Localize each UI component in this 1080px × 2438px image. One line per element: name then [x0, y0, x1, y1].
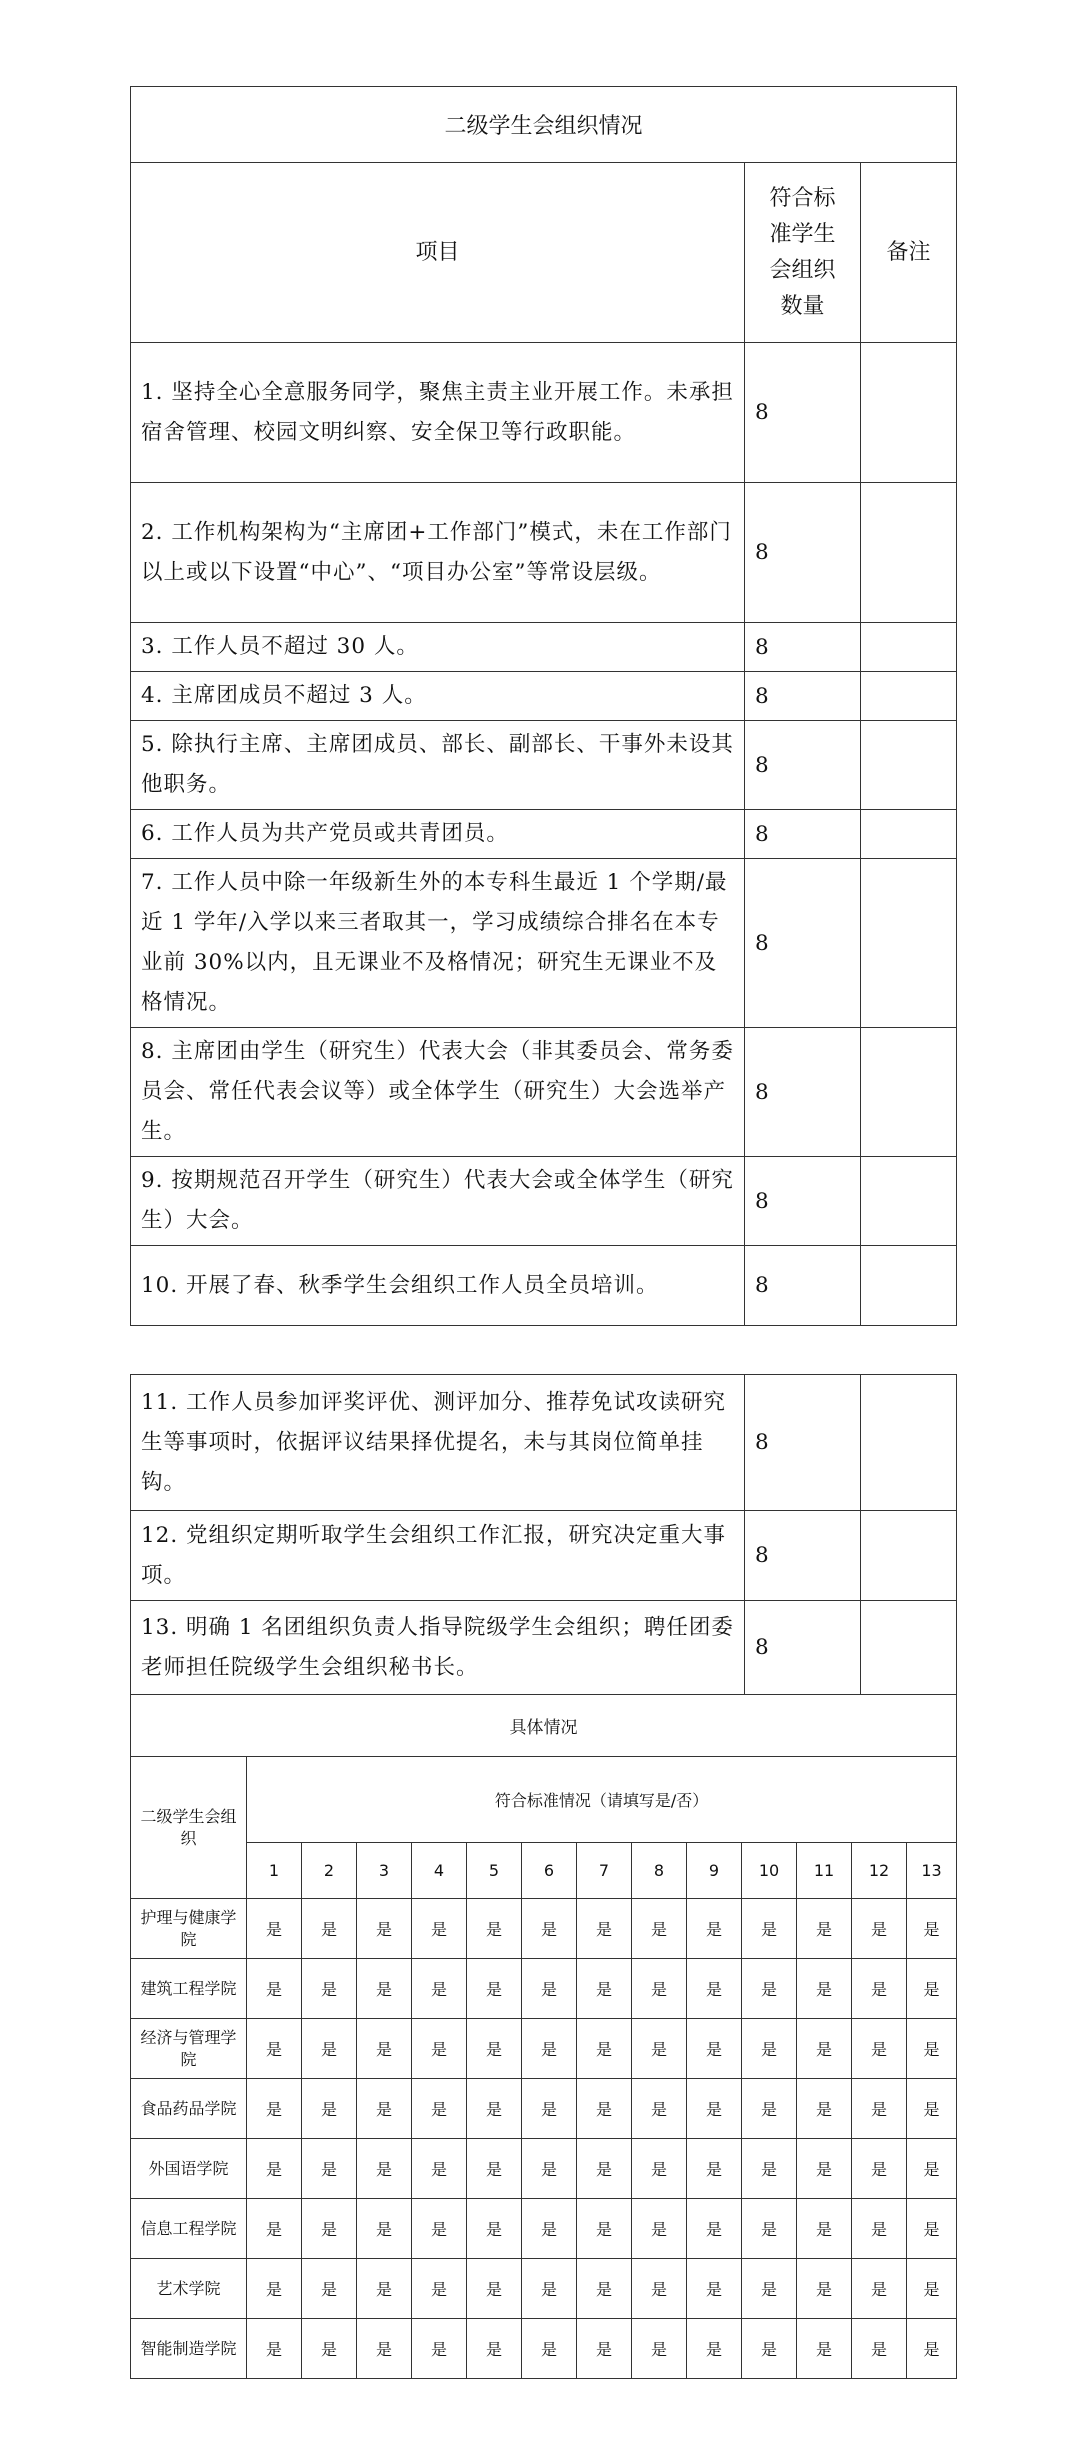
item-text: 5. 除执行主席、主席团成员、部长、副部长、干事外未设其他职务。	[131, 721, 745, 810]
header-count-line: 准学生	[769, 221, 836, 247]
note-cell	[861, 1601, 957, 1695]
compliance-cell: 是	[412, 2199, 467, 2259]
compliance-cell: 是	[742, 2199, 797, 2259]
compliance-cell: 是	[577, 1899, 632, 1959]
t1-header-row	[131, 163, 957, 343]
org-name: 经济与管理学院	[131, 2019, 247, 2079]
item-text: 3. 工作人员不超过 30 人。	[131, 623, 745, 672]
compliance-cell: 是	[852, 2259, 907, 2319]
table-row	[131, 1375, 957, 1511]
compliance-cell: 是	[852, 2079, 907, 2139]
compliance-cell: 是	[687, 2139, 742, 2199]
note-cell	[861, 1246, 957, 1326]
compliance-cell: 是	[797, 2139, 852, 2199]
compliance-cell: 是	[302, 2199, 357, 2259]
table-row	[131, 343, 957, 483]
compliance-cell: 是	[302, 1899, 357, 1959]
item-text: 2. 工作机构架构为“主席团+工作部门”模式，未在工作部门以上或以下设置“中心”、“项目办公室”等常设层级。	[131, 483, 745, 623]
compliance-cell: 是	[467, 2019, 522, 2079]
compliance-cell: 是	[797, 1899, 852, 1959]
count-value: 8	[745, 859, 861, 1028]
compliance-cell: 是	[247, 2079, 302, 2139]
compliance-cell: 是	[907, 2019, 957, 2079]
compliance-cell: 是	[522, 2139, 577, 2199]
compliance-cell: 是	[907, 2259, 957, 2319]
org-row	[131, 2259, 957, 2319]
compliance-cell: 是	[907, 2079, 957, 2139]
header-count	[745, 163, 861, 343]
item-text: 10. 开展了春、秋季学生会组织工作人员全员培训。	[131, 1246, 745, 1326]
org-row	[131, 2319, 957, 2379]
criterion-number: 13	[907, 1843, 957, 1899]
compliance-cell: 是	[687, 2199, 742, 2259]
compliance-cell: 是	[632, 1959, 687, 2019]
compliance-cell: 是	[467, 2259, 522, 2319]
table-row	[131, 1246, 957, 1326]
compliance-cell: 是	[467, 1959, 522, 2019]
compliance-cell: 是	[797, 2259, 852, 2319]
compliance-cell: 是	[797, 2079, 852, 2139]
compliance-cell: 是	[632, 2019, 687, 2079]
compliance-cell: 是	[797, 2319, 852, 2379]
compliance-cell: 是	[302, 2019, 357, 2079]
count-value: 8	[745, 483, 861, 623]
t1-title-row	[131, 87, 957, 163]
compliance-cell: 是	[412, 2259, 467, 2319]
compliance-cell: 是	[357, 1899, 412, 1959]
compliance-cell: 是	[247, 2199, 302, 2259]
criterion-number: 1	[247, 1843, 302, 1899]
item-text: 7. 工作人员中除一年级新生外的本专科生最近 1 个学期/最近 1 学年/入学以来三者取其一，学习成绩综合排名在本专业前 30%以内，且无课业不及格情况；研究生无课业不及格情况。	[131, 859, 745, 1028]
table-row	[131, 672, 957, 721]
table-row	[131, 1601, 957, 1695]
compliance-cell: 是	[302, 2319, 357, 2379]
compliance-cell: 是	[522, 2199, 577, 2259]
standards-table-part2	[130, 1374, 957, 1695]
org-name: 外国语学院	[131, 2139, 247, 2199]
item-text: 9. 按期规范召开学生（研究生）代表大会或全体学生（研究生）大会。	[131, 1157, 745, 1246]
compliance-cell: 是	[797, 2199, 852, 2259]
compliance-cell: 是	[357, 2259, 412, 2319]
header-count-line: 数量	[780, 293, 825, 319]
compliance-cell: 是	[577, 2199, 632, 2259]
compliance-cell: 是	[742, 2259, 797, 2319]
criterion-number: 7	[577, 1843, 632, 1899]
header-item: 项目	[131, 163, 745, 343]
compliance-cell: 是	[302, 2259, 357, 2319]
criterion-number: 6	[522, 1843, 577, 1899]
compliance-cell: 是	[687, 2019, 742, 2079]
compliance-cell: 是	[577, 2259, 632, 2319]
compliance-cell: 是	[467, 2079, 522, 2139]
compliance-cell: 是	[577, 2139, 632, 2199]
note-cell	[861, 1511, 957, 1601]
note-cell	[861, 672, 957, 721]
item-text: 12. 党组织定期听取学生会组织工作汇报，研究决定重大事项。	[131, 1511, 745, 1601]
compliance-cell: 是	[797, 2019, 852, 2079]
note-cell	[861, 721, 957, 810]
compliance-cell: 是	[247, 2319, 302, 2379]
compliance-cell: 是	[742, 2139, 797, 2199]
compliance-cell: 是	[357, 2319, 412, 2379]
note-cell	[861, 1028, 957, 1157]
compliance-cell: 是	[907, 1899, 957, 1959]
org-row	[131, 2079, 957, 2139]
compliance-cell: 是	[577, 2019, 632, 2079]
table-row	[131, 483, 957, 623]
count-value: 8	[745, 1157, 861, 1246]
compliance-cell: 是	[632, 2139, 687, 2199]
org-name: 护理与健康学院	[131, 1899, 247, 1959]
compliance-cell: 是	[852, 2199, 907, 2259]
compliance-cell: 是	[687, 2259, 742, 2319]
table-title: 二级学生会组织情况	[131, 87, 957, 163]
count-value: 8	[745, 810, 861, 859]
compliance-cell: 是	[247, 2019, 302, 2079]
criterion-number: 5	[467, 1843, 522, 1899]
compliance-cell: 是	[907, 2199, 957, 2259]
compliance-cell: 是	[852, 1959, 907, 2019]
compliance-cell: 是	[632, 1899, 687, 1959]
compliance-cell: 是	[742, 1899, 797, 1959]
org-header: 二级学生会组织	[131, 1757, 247, 1899]
compliance-cell: 是	[357, 2079, 412, 2139]
compliance-cell: 是	[247, 2259, 302, 2319]
compliance-cell: 是	[577, 2079, 632, 2139]
criterion-number: 10	[742, 1843, 797, 1899]
compliance-cell: 是	[687, 2079, 742, 2139]
note-cell	[861, 810, 957, 859]
compliance-cell: 是	[467, 2199, 522, 2259]
details-table	[130, 1694, 957, 2379]
compliance-cell: 是	[687, 1959, 742, 2019]
compliance-cell: 是	[357, 2019, 412, 2079]
compliance-cell: 是	[522, 2259, 577, 2319]
item-text: 1. 坚持全心全意服务同学，聚焦主责主业开展工作。未承担宿舍管理、校园文明纠察、安全保卫等行政职能。	[131, 343, 745, 483]
compliance-cell: 是	[357, 2199, 412, 2259]
org-row	[131, 2199, 957, 2259]
compliance-cell: 是	[412, 1899, 467, 1959]
compliance-cell: 是	[742, 2319, 797, 2379]
compliance-cell: 是	[467, 2319, 522, 2379]
compliance-cell: 是	[357, 2139, 412, 2199]
compliance-cell: 是	[632, 2079, 687, 2139]
item-text: 11. 工作人员参加评奖评优、测评加分、推荐免试攻读研究生等事项时，依据评议结果择优提名，未与其岗位简单挂钩。	[131, 1375, 745, 1511]
org-row	[131, 2019, 957, 2079]
compliance-cell: 是	[852, 2139, 907, 2199]
count-value: 8	[745, 672, 861, 721]
note-cell	[861, 859, 957, 1028]
compliance-cell: 是	[852, 2019, 907, 2079]
count-value: 8	[745, 343, 861, 483]
criterion-number: 11	[797, 1843, 852, 1899]
criterion-number: 4	[412, 1843, 467, 1899]
criterion-number: 8	[632, 1843, 687, 1899]
compliance-cell: 是	[907, 2319, 957, 2379]
criterion-number: 12	[852, 1843, 907, 1899]
compliance-cell: 是	[907, 2139, 957, 2199]
compliance-cell: 是	[412, 1959, 467, 2019]
table-row	[131, 859, 957, 1028]
table-row	[131, 1511, 957, 1601]
compliance-cell: 是	[632, 2319, 687, 2379]
t3-number-row	[131, 1843, 957, 1899]
count-value: 8	[745, 1375, 861, 1511]
compliance-cell: 是	[687, 1899, 742, 1959]
org-name: 智能制造学院	[131, 2319, 247, 2379]
compliance-cell: 是	[247, 1959, 302, 2019]
criterion-number: 3	[357, 1843, 412, 1899]
compliance-cell: 是	[632, 2259, 687, 2319]
compliance-cell: 是	[357, 1959, 412, 2019]
compliance-cell: 是	[247, 1899, 302, 1959]
item-text: 8. 主席团由学生（研究生）代表大会（非其委员会、常务委员会、常任代表会议等）或全体学生（研究生）大会选举产生。	[131, 1028, 745, 1157]
org-row	[131, 1899, 957, 1959]
table-row	[131, 623, 957, 672]
t1-body	[131, 87, 957, 1326]
item-text: 6. 工作人员为共产党员或共青团员。	[131, 810, 745, 859]
org-row	[131, 2139, 957, 2199]
note-cell	[861, 623, 957, 672]
compliance-cell: 是	[522, 2019, 577, 2079]
count-value: 8	[745, 1246, 861, 1326]
compliance-cell: 是	[302, 1959, 357, 2019]
note-cell	[861, 1375, 957, 1511]
table-row	[131, 1157, 957, 1246]
table-row	[131, 1028, 957, 1157]
compliance-cell: 是	[742, 2019, 797, 2079]
criterion-number: 2	[302, 1843, 357, 1899]
count-value: 8	[745, 1511, 861, 1601]
compliance-cell: 是	[907, 1959, 957, 2019]
standards-table-part1	[130, 86, 957, 1326]
compliance-cell: 是	[522, 1899, 577, 1959]
compliance-cell: 是	[742, 2079, 797, 2139]
org-name: 建筑工程学院	[131, 1959, 247, 2019]
compliance-cell: 是	[412, 2319, 467, 2379]
compliance-cell: 是	[852, 1899, 907, 1959]
compliance-cell: 是	[577, 1959, 632, 2019]
count-value: 8	[745, 1028, 861, 1157]
compliance-cell: 是	[687, 2319, 742, 2379]
t3-section-row	[131, 1695, 957, 1757]
note-cell	[861, 1157, 957, 1246]
org-name: 食品药品学院	[131, 2079, 247, 2139]
compliance-cell: 是	[522, 2319, 577, 2379]
compliance-cell: 是	[467, 1899, 522, 1959]
org-name: 信息工程学院	[131, 2199, 247, 2259]
compliance-cell: 是	[522, 2079, 577, 2139]
compliance-cell: 是	[852, 2319, 907, 2379]
t2-body	[131, 1375, 957, 1695]
table-row	[131, 810, 957, 859]
note-cell	[861, 483, 957, 623]
compliance-cell: 是	[247, 2139, 302, 2199]
compliance-cell: 是	[632, 2199, 687, 2259]
header-note: 备注	[861, 163, 957, 343]
note-cell	[861, 343, 957, 483]
criteria-header: 符合标准情况（请填写是/否）	[247, 1757, 957, 1843]
t3-body	[131, 1695, 957, 2379]
section-title: 具体情况	[131, 1695, 957, 1757]
compliance-cell: 是	[412, 2079, 467, 2139]
compliance-cell: 是	[797, 1959, 852, 2019]
org-name: 艺术学院	[131, 2259, 247, 2319]
header-count-line: 会组织	[769, 257, 836, 283]
criterion-number: 9	[687, 1843, 742, 1899]
org-row	[131, 1959, 957, 2019]
count-value: 8	[745, 1601, 861, 1695]
count-value: 8	[745, 623, 861, 672]
count-value: 8	[745, 721, 861, 810]
compliance-cell: 是	[522, 1959, 577, 2019]
compliance-cell: 是	[577, 2319, 632, 2379]
compliance-cell: 是	[412, 2139, 467, 2199]
compliance-cell: 是	[302, 2079, 357, 2139]
compliance-cell: 是	[467, 2139, 522, 2199]
t3-header-row	[131, 1757, 957, 1843]
table-row	[131, 721, 957, 810]
compliance-cell: 是	[412, 2019, 467, 2079]
item-text: 13. 明确 1 名团组织负责人指导院级学生会组织；聘任团委老师担任院级学生会组织秘书长。	[131, 1601, 745, 1695]
item-text: 4. 主席团成员不超过 3 人。	[131, 672, 745, 721]
compliance-cell: 是	[302, 2139, 357, 2199]
header-count-line: 符合标	[769, 185, 836, 211]
compliance-cell: 是	[742, 1959, 797, 2019]
